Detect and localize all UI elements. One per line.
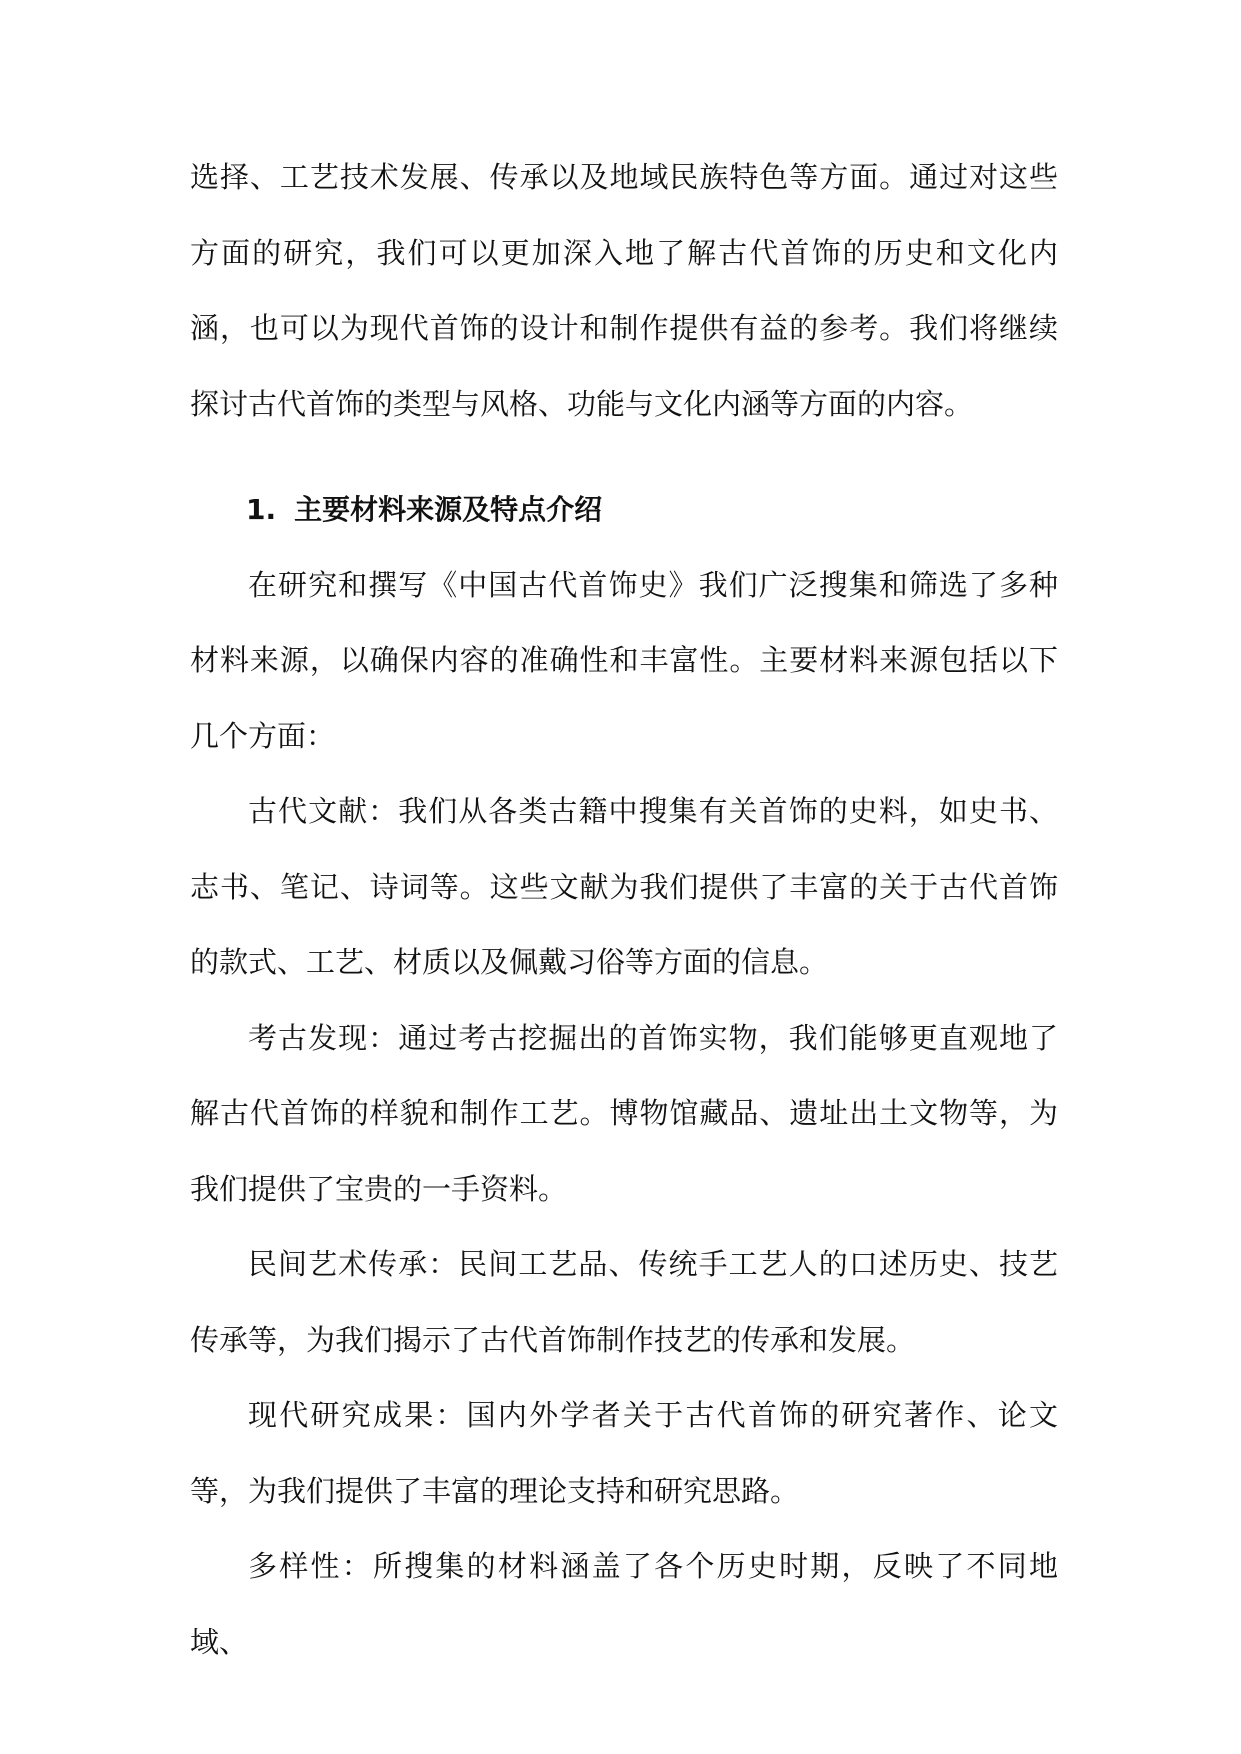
document-body: [190, 140, 1058, 1680]
paragraph-modern-research: 现代研究成果：国内外学者关于古代首饰的研究著作、论文等，为我们提供了丰富的理论支持和研究思路。: [190, 1398, 1058, 1508]
intro-paragraph: 选择、工艺技术发展、传承以及地域民族特色等方面。通过对这些方面的研究，我们可以更加深入地了解古代首饰的历史和文化内涵，也可以为现代首饰的设计和制作提供有益的参考。我们将继续探讨古代首饰的类型与风格、功能与文化内涵等方面的内容。: [190, 160, 1058, 421]
paragraph-diversity: 多样性：所搜集的材料涵盖了各个历史时期，反映了不同地域、: [190, 1549, 1058, 1659]
paragraph-ancient-literature: 古代文献：我们从各类古籍中搜集有关首饰的史料，如史书、志书、笔记、诗词等。这些文献为我们提供了丰富的关于古代首饰的款式、工艺、材质以及佩戴习俗等方面的信息。: [190, 794, 1058, 979]
paragraph-material-sources: 在研究和撰写《中国古代首饰史》我们广泛搜集和筛选了多种材料来源，以确保内容的准确性和丰富性。主要材料来源包括以下几个方面：: [190, 567, 1058, 753]
paragraph-folk-art-heritage: 民间艺术传承：民间工艺品、传统手工艺人的口述历史、技艺传承等，为我们揭示了古代首饰制作技艺的传承和发展。: [190, 1247, 1058, 1357]
section-heading: [190, 472, 1058, 548]
paragraph-archaeological-finds: 考古发现：通过考古挖掘出的首饰实物，我们能够更直观地了解古代首饰的样貌和制作工艺。博物馆藏品、遗址出土文物等，为我们提供了宝贵的一手资料。: [190, 1020, 1058, 1206]
section-title: 主要材料来源及特点介绍: [294, 493, 603, 526]
section-number: 1.: [246, 493, 277, 526]
